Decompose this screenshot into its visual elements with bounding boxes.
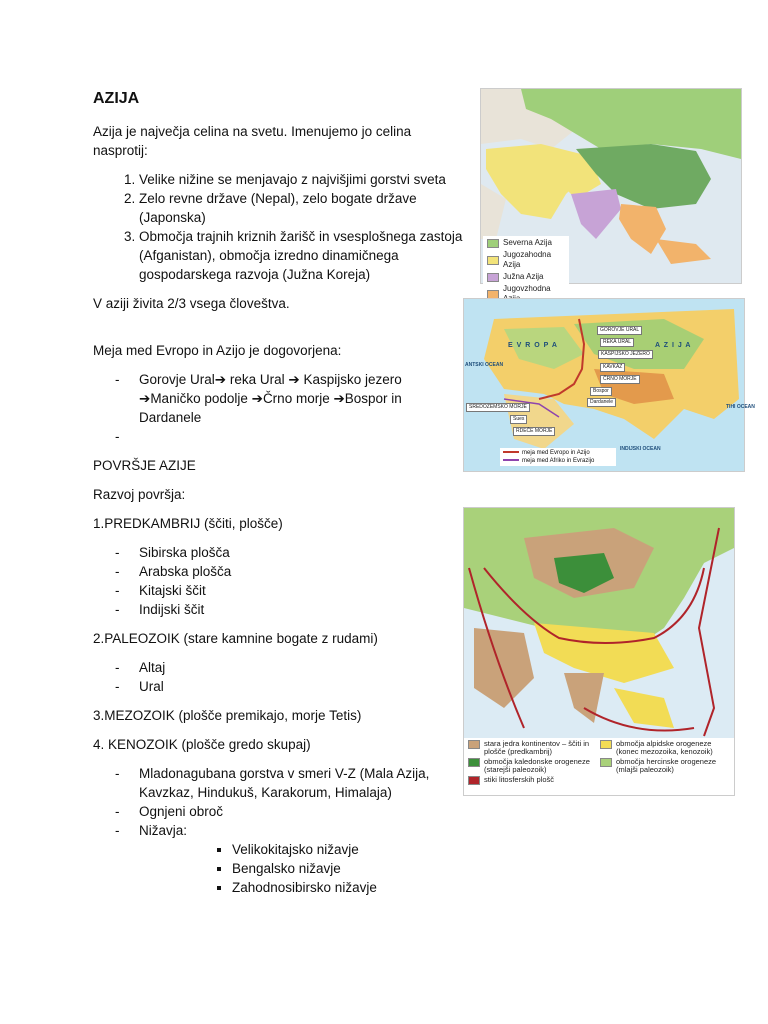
legend-entry: [487, 272, 565, 282]
arrow-icon: ➔: [288, 372, 300, 387]
mesozoic-heading: 3.MEZOZOIK (plošče premikajo, morje Tetis): [93, 708, 362, 723]
list-item: - Gorovje Ural➔ reka Ural ➔ Kaspijsko jezero ➔Maničko podolje ➔Črno morje ➔Bospor in Dardanele: [139, 370, 463, 427]
paleozoic-heading: 2.PALEOZOIK (stare kamnine bogate z rudami): [93, 631, 378, 646]
legend-label: območja hercinske orogeneze (mlajši paleozoik): [616, 757, 717, 774]
list-item: - Kitajski ščit: [139, 581, 463, 600]
legend-line-icon: [503, 459, 519, 461]
list-item: 2. Zelo revne države (Nepal), zelo bogate države (Japonska): [139, 189, 463, 227]
development-label: Razvoj površja:: [93, 487, 186, 502]
population-paragraph: V aziji živita 2/3 vsega človeštva.: [93, 296, 290, 311]
list-item: - Arabska plošča: [139, 562, 463, 581]
legend-entry: [600, 758, 728, 774]
map-label: Sues: [510, 415, 527, 424]
europe-asia-border-map-graphic: [464, 299, 744, 471]
list-item: ▪ Velikokitajsko nižavje: [232, 840, 463, 859]
intro-paragraph: Azija je največja celina na svetu. Imenujemo jo celina nasprotij:: [93, 124, 412, 158]
precambrian-heading: 1.PREDKAMBRIJ (ščiti, plošče): [93, 516, 283, 531]
list-item: - Mladonagubana gorstva v smeri V-Z (Mala Azija, Kavzkaz, Hindukuš, Karakorum, Himalaja): [139, 764, 463, 802]
list-item: ▪ Zahodnosibirsko nižavje: [232, 878, 463, 897]
arrow-icon: ➔: [139, 391, 151, 406]
list-item: - Indijski ščit: [139, 600, 463, 619]
contrasts-list: [93, 170, 463, 284]
asia-label: A Z I J A: [655, 342, 692, 349]
legend-label: stiki litosferskih plošč: [484, 775, 555, 784]
map-label: KAVKAZ: [600, 363, 625, 372]
map-label: GOROVJE URAL: [597, 326, 642, 335]
legend-swatch: [600, 758, 612, 767]
pacific-ocean-label: TIHI OCEAN: [726, 404, 755, 410]
list-item: - Sibirska plošča: [139, 543, 463, 562]
list-item: - Nižavja:: [139, 821, 463, 840]
map-label: REKA URAL: [600, 338, 634, 347]
legend-entry: [600, 740, 728, 756]
legend-label: Južna Azija: [503, 272, 544, 281]
legend-swatch: [468, 758, 480, 767]
map-label: KASPIJSKO JEZERO: [598, 350, 653, 359]
atlantic-ocean-label: ANTSKI OCEAN: [465, 362, 504, 368]
legend-entry: [487, 250, 565, 270]
map-label: RDEČE MORJE: [513, 427, 555, 436]
legend-line-icon: [503, 451, 519, 453]
legend-label: Severna Azija: [503, 238, 552, 247]
border-list: [93, 370, 463, 446]
legend-label: območja kaledonske orogeneze (starejši paleozoik): [484, 757, 590, 774]
legend-swatch: [600, 740, 612, 749]
lowlands-list: [93, 840, 463, 897]
legend-swatch: [468, 776, 480, 785]
list-item: - Altaj: [139, 658, 463, 677]
legend-entry: [468, 740, 596, 756]
list-item: [139, 427, 463, 446]
europe-asia-border-map: [463, 298, 745, 472]
legend-swatch: [487, 273, 499, 282]
list-item: ▪ Bengalsko nižavje: [232, 859, 463, 878]
geology-legend-left: [468, 740, 596, 787]
legend-entry: [487, 238, 565, 248]
list-item: - Ural: [139, 677, 463, 696]
map-label: Bospor: [590, 387, 612, 396]
list-item: 3. Območja trajnih kriznih žarišč in vsesplošnega zastoja (Afganistan), območja izredno dinamičnega gospodarskega razvoja (Južna Koreja): [139, 227, 463, 284]
legend-swatch: [487, 256, 499, 265]
border-legend: meja med Evropo in Azijo meja med Afriko in Evrazijo: [500, 448, 616, 466]
legend-label: stara jedra kontinentov – ščiti in plošče (predkambrij): [484, 739, 590, 756]
europe-label: E V R O P A: [508, 342, 558, 349]
geology-legend-right: [600, 740, 728, 776]
surface-heading: POVRŠJE AZIJE: [93, 458, 196, 473]
list-item: - Ognjeni obroč: [139, 802, 463, 821]
cenozoic-heading: 4. KENOZOIK (plošče gredo skupaj): [93, 737, 311, 752]
text-column: [93, 88, 463, 897]
arrow-icon: ➔: [333, 391, 345, 406]
legend-label: Jugovzhodna: [503, 284, 551, 293]
map-label: Dardanele: [587, 398, 616, 407]
arrow-icon: ➔: [251, 391, 263, 406]
legend-swatch: [487, 239, 499, 248]
legend-swatch: [468, 740, 480, 749]
border-heading: Meja med Evropo in Azijo je dogovorjena:: [93, 343, 342, 358]
geology-legend: [466, 738, 732, 794]
indian-ocean-label: INDIJSKI OCEAN: [620, 446, 661, 452]
legend-entry: [468, 758, 596, 774]
list-item: 1. Velike nižine se menjavajo z najvišjimi gorstvi sveta: [139, 170, 463, 189]
map-label: SREDOZEMSKO MORJE: [466, 403, 530, 412]
legend-label: območja alpidske orogeneze (konec mezozoika, kenozoik): [616, 739, 713, 756]
page-title: AZIJA: [93, 90, 140, 107]
arrow-icon: ➔: [214, 372, 227, 387]
legend-label: Jugozahodna Azija: [503, 250, 552, 269]
map-label: ČRNO MORJE: [600, 375, 640, 384]
paleozoic-list: [93, 658, 463, 696]
legend-entry: [468, 776, 596, 785]
precambrian-list: [93, 543, 463, 619]
cenozoic-list: [93, 764, 463, 840]
